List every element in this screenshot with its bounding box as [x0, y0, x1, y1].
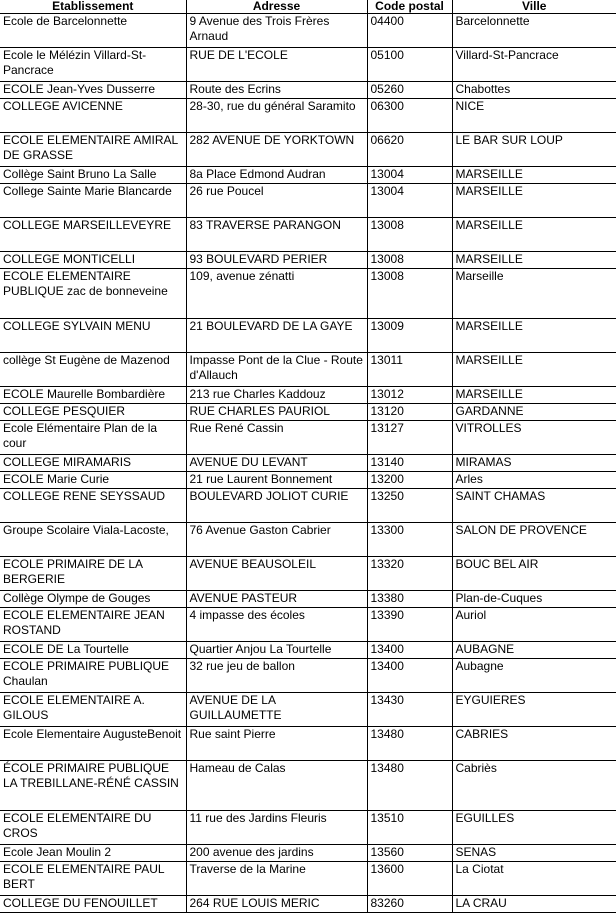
cell-ville: Chabottes — [452, 82, 616, 99]
cell-code-postal: 13300 — [367, 523, 452, 557]
cell-code-postal: 13390 — [367, 608, 452, 642]
cell-code-postal: 13560 — [367, 845, 452, 862]
cell-code-postal: 13004 — [367, 184, 452, 218]
cell-etablissement: Ecole Jean Moulin 2 — [0, 845, 186, 862]
cell-adresse: 264 RUE LOUIS MERIC — [186, 896, 367, 913]
table-row — [0, 727, 616, 761]
cell-adresse: AVENUE BEAUSOLEIL — [186, 557, 367, 591]
cell-code-postal: 83260 — [367, 896, 452, 913]
cell-code-postal: 13200 — [367, 472, 452, 489]
cell-etablissement: College Sainte Marie Blancarde — [0, 184, 186, 218]
cell-adresse: Rue saint Pierre — [186, 727, 367, 761]
cell-etablissement: Groupe Scolaire Viala-Lacoste, — [0, 523, 186, 557]
header-code-postal: Code postal — [367, 0, 452, 14]
cell-adresse: Traverse de la Marine — [186, 862, 367, 896]
cell-ville: Barcelonnette — [452, 14, 616, 48]
table-row — [0, 319, 616, 353]
cell-ville: Marseille — [452, 269, 616, 319]
cell-etablissement: COLLEGE RENE SEYSSAUD — [0, 489, 186, 523]
cell-code-postal: 06620 — [367, 133, 452, 167]
cell-ville: Aubagne — [452, 659, 616, 693]
cell-ville: MARSEILLE — [452, 252, 616, 269]
cell-ville: La Ciotat — [452, 862, 616, 896]
cell-code-postal: 13510 — [367, 811, 452, 845]
cell-ville: MARSEILLE — [452, 218, 616, 252]
cell-code-postal: 06300 — [367, 99, 452, 133]
cell-etablissement: ECOLE Jean-Yves Dusserre — [0, 82, 186, 99]
cell-ville: Arles — [452, 472, 616, 489]
cell-ville: Villard-St-Pancrace — [452, 48, 616, 82]
cell-adresse: 83 TRAVERSE PARANGON — [186, 218, 367, 252]
cell-adresse: 21 rue Laurent Bonnement — [186, 472, 367, 489]
cell-etablissement: Ecole de Barcelonnette — [0, 14, 186, 48]
cell-code-postal: 04400 — [367, 14, 452, 48]
cell-code-postal: 13480 — [367, 761, 452, 811]
cell-ville: GARDANNE — [452, 404, 616, 421]
table-row — [0, 659, 616, 693]
cell-adresse: 282 AVENUE DE YORKTOWN — [186, 133, 367, 167]
cell-ville: SAINT CHAMAS — [452, 489, 616, 523]
cell-etablissement: Collège Saint Bruno La Salle — [0, 167, 186, 184]
table-body — [0, 14, 616, 913]
cell-etablissement: ECOLE Maurelle Bombardière — [0, 387, 186, 404]
cell-etablissement: COLLEGE SYLVAIN MENU — [0, 319, 186, 353]
cell-adresse: AVENUE PASTEUR — [186, 591, 367, 608]
cell-etablissement: COLLEGE MIRAMARIS — [0, 455, 186, 472]
table-row — [0, 48, 616, 82]
cell-code-postal: 13009 — [367, 319, 452, 353]
table-row — [0, 896, 616, 913]
cell-adresse: Hameau de Calas — [186, 761, 367, 811]
cell-ville: BOUC BEL AIR — [452, 557, 616, 591]
cell-code-postal: 13004 — [367, 167, 452, 184]
cell-code-postal: 13250 — [367, 489, 452, 523]
cell-adresse: Quartier Anjou La Tourtelle — [186, 642, 367, 659]
cell-code-postal: 13008 — [367, 269, 452, 319]
cell-adresse: 76 Avenue Gaston Cabrier — [186, 523, 367, 557]
cell-adresse: 26 rue Poucel — [186, 184, 367, 218]
cell-etablissement: Collège Olympe de Gouges — [0, 591, 186, 608]
cell-ville: MARSEILLE — [452, 319, 616, 353]
table-row — [0, 82, 616, 99]
cell-adresse: 21 BOULEVARD DE LA GAYE — [186, 319, 367, 353]
cell-ville: MARSEILLE — [452, 387, 616, 404]
cell-adresse: Impasse Pont de la Clue - Route d'Allauch — [186, 353, 367, 387]
header-row — [0, 0, 616, 14]
table-row — [0, 608, 616, 642]
cell-adresse: 200 avenue des jardins — [186, 845, 367, 862]
cell-etablissement: COLLEGE MONTICELLI — [0, 252, 186, 269]
table-row — [0, 455, 616, 472]
table-row — [0, 252, 616, 269]
table-row — [0, 133, 616, 167]
table-row — [0, 167, 616, 184]
cell-etablissement: ÉCOLE PRIMAIRE PUBLIQUE LA TREBILLANE-RÉNÉ CASSIN — [0, 761, 186, 811]
table-row — [0, 14, 616, 48]
cell-code-postal: 13008 — [367, 252, 452, 269]
table-row — [0, 353, 616, 387]
header-etablissement: Etablissement — [0, 0, 186, 14]
table-row — [0, 404, 616, 421]
table-row — [0, 642, 616, 659]
table-row — [0, 693, 616, 727]
table-row — [0, 421, 616, 455]
cell-etablissement: ECOLE ELEMENTAIRE AMIRAL DE GRASSE — [0, 133, 186, 167]
table-row — [0, 862, 616, 896]
cell-etablissement: ECOLE PRIMAIRE PUBLIQUE Chaulan — [0, 659, 186, 693]
cell-etablissement: Ecole Elementaire AugusteBenoit — [0, 727, 186, 761]
cell-adresse: Rue René Cassin — [186, 421, 367, 455]
cell-etablissement: COLLEGE MARSEILLEVEYRE — [0, 218, 186, 252]
table-row — [0, 218, 616, 252]
cell-etablissement: ECOLE ELEMENTAIRE JEAN ROSTAND — [0, 608, 186, 642]
cell-code-postal: 13120 — [367, 404, 452, 421]
cell-ville: MARSEILLE — [452, 353, 616, 387]
header-ville: Ville — [452, 0, 616, 14]
table-row — [0, 557, 616, 591]
cell-adresse: AVENUE DU LEVANT — [186, 455, 367, 472]
cell-etablissement: ECOLE ELEMENTAIRE DU CROS — [0, 811, 186, 845]
cell-ville: Auriol — [452, 608, 616, 642]
cell-adresse: BOULEVARD JOLIOT CURIE — [186, 489, 367, 523]
table-row — [0, 845, 616, 862]
cell-code-postal: 13480 — [367, 727, 452, 761]
cell-ville: SALON DE PROVENCE — [452, 523, 616, 557]
cell-ville: VITROLLES — [452, 421, 616, 455]
table-row — [0, 387, 616, 404]
cell-adresse: RUE CHARLES PAURIOL — [186, 404, 367, 421]
cell-etablissement: collège St Eugène de Mazenod — [0, 353, 186, 387]
table-row — [0, 591, 616, 608]
cell-adresse: 11 rue des Jardins Fleuris — [186, 811, 367, 845]
table-row — [0, 489, 616, 523]
table-row — [0, 811, 616, 845]
cell-code-postal: 13600 — [367, 862, 452, 896]
cell-ville: Plan-de-Cuques — [452, 591, 616, 608]
cell-ville: EGUILLES — [452, 811, 616, 845]
cell-code-postal: 05100 — [367, 48, 452, 82]
table-row — [0, 99, 616, 133]
table-row — [0, 269, 616, 319]
cell-etablissement: ECOLE PRIMAIRE DE LA BERGERIE — [0, 557, 186, 591]
cell-etablissement: ECOLE Marie Curie — [0, 472, 186, 489]
cell-adresse: 32 rue jeu de ballon — [186, 659, 367, 693]
cell-ville: CABRIES — [452, 727, 616, 761]
cell-ville: LE BAR SUR LOUP — [452, 133, 616, 167]
cell-code-postal: 13400 — [367, 659, 452, 693]
cell-etablissement: COLLEGE DU FENOUILLET — [0, 896, 186, 913]
cell-code-postal: 13380 — [367, 591, 452, 608]
cell-code-postal: 13140 — [367, 455, 452, 472]
cell-ville: MARSEILLE — [452, 184, 616, 218]
cell-adresse: Route des Ecrins — [186, 82, 367, 99]
cell-ville: LA CRAU — [452, 896, 616, 913]
cell-etablissement: ECOLE DE La Tourtelle — [0, 642, 186, 659]
table-row — [0, 761, 616, 811]
cell-adresse: 93 BOULEVARD PERIER — [186, 252, 367, 269]
cell-code-postal: 13008 — [367, 218, 452, 252]
cell-ville: SENAS — [452, 845, 616, 862]
cell-etablissement: COLLEGE AVICENNE — [0, 99, 186, 133]
header-adresse: Adresse — [186, 0, 367, 14]
cell-adresse: 4 impasse des écoles — [186, 608, 367, 642]
cell-code-postal: 13012 — [367, 387, 452, 404]
cell-etablissement: ECOLE ELEMENTAIRE A. GILOUS — [0, 693, 186, 727]
cell-adresse: 213 rue Charles Kaddouz — [186, 387, 367, 404]
cell-code-postal: 13127 — [367, 421, 452, 455]
cell-etablissement: Ecole Elémentaire Plan de la cour — [0, 421, 186, 455]
cell-code-postal: 13400 — [367, 642, 452, 659]
cell-code-postal: 13320 — [367, 557, 452, 591]
cell-adresse: 8a Place Edmond Audran — [186, 167, 367, 184]
cell-adresse: 109, avenue zénatti — [186, 269, 367, 319]
cell-adresse: RUE DE L'ECOLE — [186, 48, 367, 82]
cell-etablissement: Ecole le Mélézin Villard-St-Pancrace — [0, 48, 186, 82]
table-row — [0, 523, 616, 557]
cell-adresse: 28-30, rue du général Saramito — [186, 99, 367, 133]
cell-etablissement: ECOLE ELEMENTAIRE PAUL BERT — [0, 862, 186, 896]
cell-code-postal: 13011 — [367, 353, 452, 387]
cell-ville: MARSEILLE — [452, 167, 616, 184]
cell-etablissement: COLLEGE PESQUIER — [0, 404, 186, 421]
cell-ville: EYGUIERES — [452, 693, 616, 727]
cell-ville: NICE — [452, 99, 616, 133]
cell-ville: MIRAMAS — [452, 455, 616, 472]
cell-code-postal: 13430 — [367, 693, 452, 727]
cell-adresse: AVENUE DE LA GUILLAUMETTE — [186, 693, 367, 727]
cell-ville: Cabriès — [452, 761, 616, 811]
table-row — [0, 472, 616, 489]
table-row — [0, 184, 616, 218]
cell-adresse: 9 Avenue des Trois Frères Arnaud — [186, 14, 367, 48]
cell-etablissement: ECOLE ELEMENTAIRE PUBLIQUE zac de bonneveine — [0, 269, 186, 319]
cell-ville: AUBAGNE — [452, 642, 616, 659]
cell-code-postal: 05260 — [367, 82, 452, 99]
